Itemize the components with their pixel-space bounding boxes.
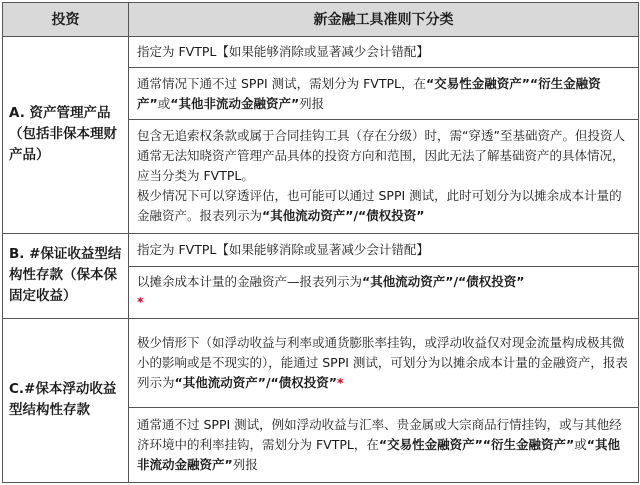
text: 以摊余成本计量的金融资产—报表列示为 [137,274,363,290]
row-c-cell-2 [129,408,639,483]
category-b: B. #保证收益型结构性存款（保本保固定收益） [3,233,129,318]
emphasis: “交易性金融资产”“衍生金融资产” [378,437,575,453]
text: 或 [574,437,587,453]
emphasis: “其他非流动金融资产” [137,437,620,473]
text: 通常通不过 SPPI 测试，例如浮动收益与汇率、贵金属或大宗商品行情挂钩，或与其他经济环境中的利率挂钩，需划分为 FVTPL，在 [137,417,622,453]
emphasis: “其他流动资产”/“债权投资” [362,274,525,290]
header-investment: 投资 [3,3,129,37]
text: 列报 [299,95,325,111]
row-a-1 [3,37,639,68]
asterisk-mark: * [336,374,344,390]
text: 极少情况下可以穿透评估，也可能可以通过 SPPI 测试，此时可划分为以摊余成本计量的金融资产。报表列示为 [137,188,622,224]
emphasis: “其他流动资产”/“债权投资” [262,208,425,224]
text: 极少情形下（如浮动收益与利率或通货膨胀率挂钩，或浮动收益仅对现金流量构成极其微小的影响或是不现实的），能通过 SPPI 测试，可划分为以摊余成本计量的金融资产，报表列示为 [137,334,628,390]
header-row [3,3,639,37]
header-classification: 新金融工具准则下分类 [129,3,639,37]
row-b-1 [3,233,639,266]
emphasis: “其他非流动金融资产” [170,95,300,111]
category-a: A. 资产管理产品（包括非保本理财产品） [3,37,129,233]
text: 通常情况下通不过 SPPI 测试，需划分为 FVTPL，在 [137,75,426,91]
row-b-cell-1: 指定为 FVTPL【如果能够消除或显著减少会计错配】 [129,233,639,266]
row-c-cell-1 [129,318,639,407]
classification-table [2,2,639,483]
row-a-cell-3 [129,120,639,233]
row-a-cell-2 [129,68,639,120]
row-a-cell-1: 指定为 FVTPL【如果能够消除或显著减少会计错配】 [129,37,639,68]
text: 包含无追索权条款或属于合同挂钩工具（存在分级）时，需“穿透”至基础资产。但投资人通常无法知晓资产管理产品具体的投资方向和范围，因此无法了解基础资产的具体情况，应当分类为 FVTPL。 [137,128,625,184]
category-c: C.#保本浮动收益型结构性存款 [3,318,129,482]
emphasis: “其他流动资产”/“债权投资” [174,374,337,390]
asterisk-mark: * [137,294,144,310]
text: 或 [157,95,171,111]
text: 列报 [232,457,258,473]
emphasis: “交易性金融资产”“衍生金融资产” [137,75,601,111]
row-b-cell-2 [129,266,639,318]
row-c-1 [3,318,639,407]
